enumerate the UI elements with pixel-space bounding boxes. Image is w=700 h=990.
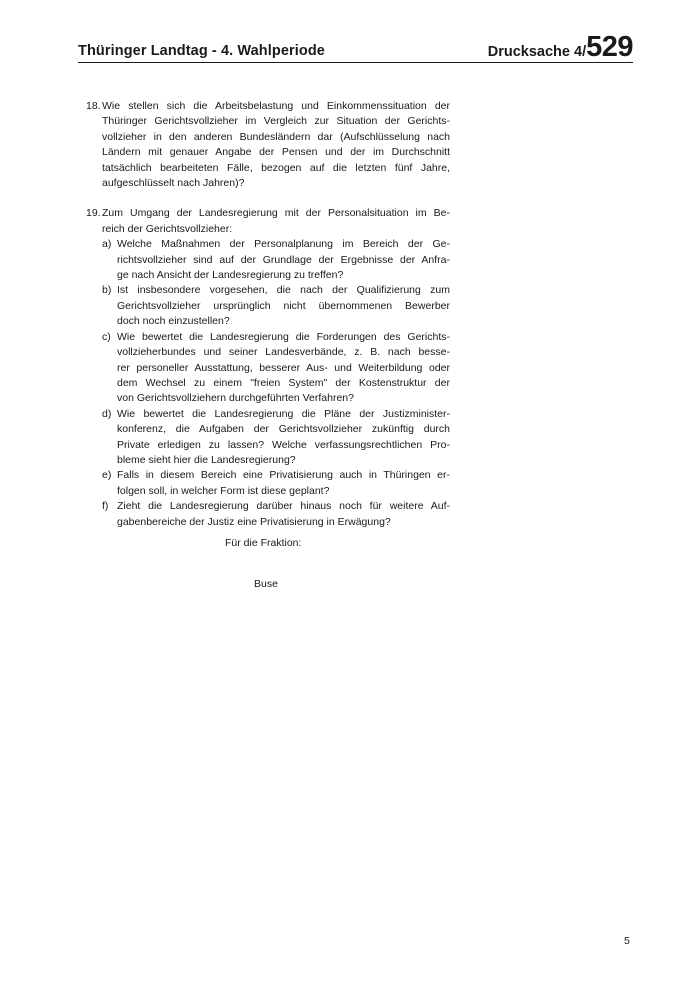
subquestion-text [117, 330, 450, 407]
text-line: konferenz, die Aufgaben der Gerichtsvollzieher zukünftig durch [117, 423, 450, 436]
question-19 [86, 206, 450, 530]
text-line: Zieht die Landesregierung darüber hinaus noch für weitere Auf- [117, 500, 450, 513]
text-line: Wie bewertet die Landesregierung die Pläne der Justizminister- [117, 407, 450, 420]
header-rule [78, 62, 633, 63]
text-line: doch noch einzustellen? [117, 315, 230, 328]
subquestion-letter: e) [102, 469, 112, 482]
text-line: Ländern mit genauer Angabe der Pensen und der im Durchschnitt [102, 146, 450, 159]
subquestion-c [102, 330, 450, 407]
text-line: reich der Gerichtsvollzieher: [102, 222, 233, 235]
question-number: 18. [86, 100, 101, 112]
subquestion-text [117, 283, 450, 329]
subquestion-letter: d) [102, 407, 112, 420]
subquestion-text [117, 468, 450, 499]
text-line: bleme sieht hier die Landesregierung? [117, 453, 296, 466]
question-number: 19. [86, 207, 101, 220]
text-line: Zum Umgang der Landesregierung mit der Personalsituation im Be- [102, 207, 450, 220]
question-18 [86, 99, 450, 191]
drucksache-number: 529 [586, 31, 633, 63]
text-line: folgen soll, in welcher Form ist diese geplant? [117, 484, 330, 497]
subquestion-letter: a) [102, 238, 112, 251]
text-line: dem Wechsel zu einem "freien System" der Kostenstruktur der [117, 376, 450, 389]
text-line: Gerichtsvollzieher ursprünglich nicht übernommenen Bewerber [117, 299, 450, 312]
subquestion-letter: b) [102, 284, 112, 297]
text-line: Thüringer Gerichtsvollzieher im Vergleich zur Situation der Gerichts- [102, 115, 450, 128]
text-line: Private erledigen zu lassen? Welche verfassungsrechtlichen Pro- [117, 438, 450, 451]
subquestion-b [102, 283, 450, 329]
document-body [86, 99, 450, 530]
subquestion-letter: f) [102, 500, 109, 513]
subquestion-letter: c) [102, 330, 111, 343]
signer-name: Buse [254, 578, 278, 590]
drucksache-label [488, 31, 633, 64]
text-line: rer personeller Ausstattung, besserer Aus- und Weiterbildung oder [117, 361, 450, 374]
page-header [78, 31, 633, 64]
text-line: ge nach Ansicht der Landesregierung zu treffen? [117, 269, 344, 282]
page-number: 5 [624, 935, 630, 947]
text-line: Welche Maßnahmen der Personalplanung im Bereich der Ge- [117, 238, 450, 251]
subquestion-text [117, 407, 450, 469]
subquestion-text [117, 499, 450, 530]
drucksache-prefix: Drucksache 4/ [487, 44, 587, 60]
text-line: gabenbereiche der Justiz eine Privatisierung in Erwägung? [117, 515, 391, 528]
subquestion-text [117, 237, 450, 283]
text-line: aufgeschlüsselt nach Jahren)? [102, 177, 245, 190]
text-line: richtsvollzieher sind auf der Grundlage der Ergebnisse der Anfra- [117, 253, 450, 266]
text-line: Ist insbesondere vorgesehen, die nach der Qualifizierung zum [117, 284, 450, 297]
text-line: tatsächlich bearbeiteten Fälle, bezogen auf die letzten fünf Jahre, [102, 161, 450, 174]
text-line: Wie stellen sich die Arbeitsbelastung und Einkommenssituation der [102, 100, 450, 112]
subquestion-a [102, 237, 450, 283]
subquestion-f [102, 499, 450, 530]
signature-label: Für die Fraktion: [225, 537, 302, 549]
text-line: von Gerichtsvollziehern durchgeführten Verfahren? [117, 392, 354, 405]
header-title: Thüringer Landtag - 4. Wahlperiode [78, 43, 325, 59]
text-line: Wie bewertet die Landesregierung die Forderungen des Gerichts- [117, 330, 450, 343]
subquestion-e [102, 468, 450, 499]
text-line: vollzieher in den anderen Bundesländern dar (Aufschlüsselung nach [102, 130, 450, 143]
question-text [102, 99, 450, 191]
text-line: Falls in diesem Bereich eine Privatisierung auch in Thüringen er- [117, 469, 450, 482]
subquestion-d [102, 407, 450, 469]
text-line: vollzieherbundes und seiner Landesverbände, z. B. nach besse- [117, 346, 450, 359]
question-text [102, 206, 450, 530]
